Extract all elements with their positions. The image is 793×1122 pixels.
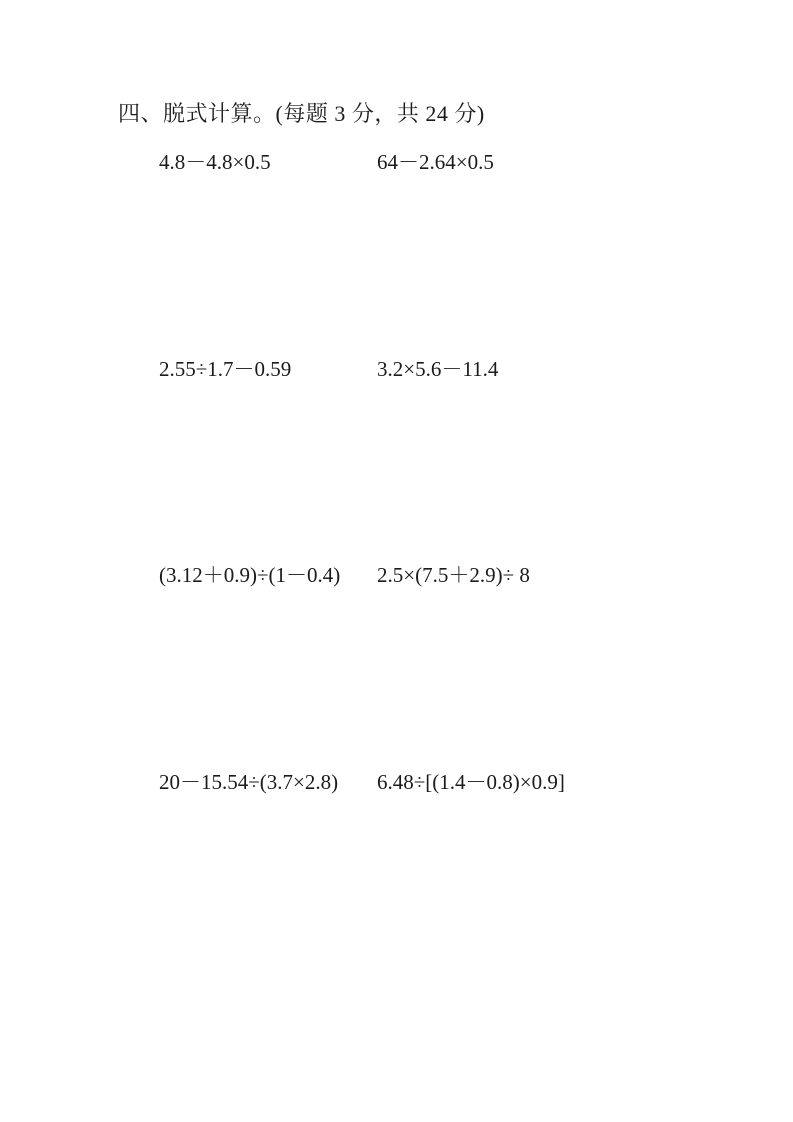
problem-expression-5: (3.12＋0.9)÷(1－0.4) (159, 563, 341, 587)
problem-expression-7: 20－15.54÷(3.7×2.8) (159, 770, 339, 794)
problem-expression-2: 64－2.64×0.5 (377, 150, 494, 174)
problem-expression-6: 2.5×(7.5＋2.9)÷ 8 (377, 563, 530, 587)
problem-expression-4: 3.2×5.6－11.4 (377, 357, 499, 381)
problem-expression-3: 2.55÷1.7－0.59 (159, 357, 292, 381)
problem-expression-8: 6.48÷[(1.4－0.8)×0.9] (377, 770, 565, 794)
problem-expression-1: 4.8－4.8×0.5 (159, 150, 271, 174)
section-title: 四、脱式计算。(每题 3 分，共 24 分) (118, 101, 485, 126)
